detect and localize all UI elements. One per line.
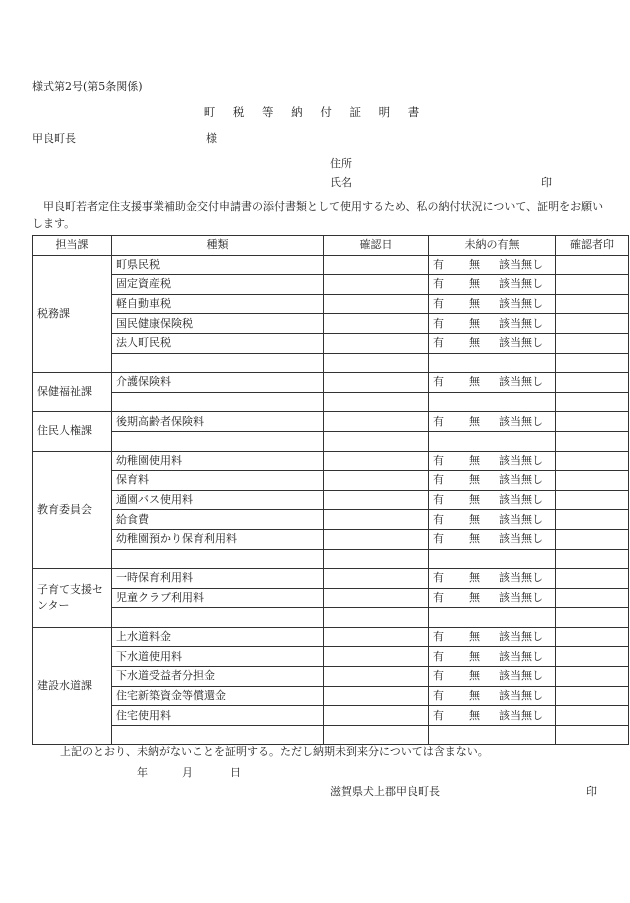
- table-row: [33, 529, 629, 549]
- type-cell: [112, 725, 324, 745]
- option-no: 無: [469, 453, 480, 467]
- table-row: [33, 627, 629, 647]
- type-cell: [112, 431, 324, 451]
- table-row: [33, 431, 629, 451]
- check-date-cell: [324, 725, 429, 745]
- unpaid-status-cell: [429, 490, 556, 510]
- unpaid-status-cell: [429, 529, 556, 549]
- checker-seal-cell: [556, 725, 629, 745]
- unpaid-status-cell: [429, 608, 556, 628]
- check-date-cell: [324, 510, 429, 530]
- type-cell: 下水道受益者分担金: [112, 667, 324, 687]
- option-not-applicable: 該当無し: [499, 316, 543, 330]
- unpaid-status-cell: [429, 588, 556, 608]
- unpaid-status-cell: [429, 255, 556, 275]
- checker-seal-cell: [556, 275, 629, 295]
- option-not-applicable: 該当無し: [499, 277, 543, 291]
- option-not-applicable: 該当無し: [499, 708, 543, 722]
- dept-label: 建設水道課: [37, 679, 92, 693]
- type-cell: 幼稚園使用料: [112, 451, 324, 471]
- option-no: 無: [469, 708, 480, 722]
- type-cell: 町県民税: [112, 255, 324, 275]
- unpaid-status-cell: [429, 725, 556, 745]
- type-cell: 一時保育利用料: [112, 569, 324, 589]
- option-not-applicable: 該当無し: [499, 649, 543, 663]
- option-no: 無: [469, 688, 480, 702]
- dept-label: 子育て支援センター: [37, 582, 103, 612]
- option-not-applicable: 該当無し: [499, 532, 543, 546]
- option-yes: 有: [433, 257, 444, 271]
- year-label: 年: [137, 766, 148, 779]
- type-cell: 固定資産税: [112, 275, 324, 295]
- dept-label: 税務課: [37, 306, 70, 320]
- check-date-cell: [324, 412, 429, 432]
- type-cell: [112, 392, 324, 412]
- option-no: 無: [469, 336, 480, 350]
- type-cell: 軽自動車税: [112, 294, 324, 314]
- option-not-applicable: 該当無し: [499, 590, 543, 604]
- table-row: [33, 608, 629, 628]
- certification-text: 上記のとおり、未納がないことを証明する。ただし納期未到来分については含まない。: [60, 745, 489, 758]
- check-date-cell: [324, 333, 429, 353]
- unpaid-status-cell: [429, 373, 556, 393]
- unpaid-status-cell: [429, 314, 556, 334]
- check-date-cell: [324, 353, 429, 373]
- check-date-cell: [324, 549, 429, 569]
- option-not-applicable: 該当無し: [499, 571, 543, 585]
- option-yes: 有: [433, 649, 444, 663]
- type-cell: 児童クラブ利用料: [112, 588, 324, 608]
- document-title: 町 税 等 納 付 証 明 書: [203, 105, 427, 119]
- type-cell: 国民健康保険税: [112, 314, 324, 334]
- checker-seal-cell: [556, 647, 629, 667]
- type-cell: 介護保険料: [112, 373, 324, 393]
- table-row: [33, 373, 629, 393]
- table-row: [33, 490, 629, 510]
- unpaid-status-cell: [429, 333, 556, 353]
- name-label: 氏名: [330, 176, 352, 189]
- table-row: [33, 353, 629, 373]
- dept-cell: [33, 255, 112, 373]
- checker-seal-cell: [556, 431, 629, 451]
- type-cell: 法人町民税: [112, 333, 324, 353]
- option-yes: 有: [433, 532, 444, 546]
- checker-seal-cell: [556, 608, 629, 628]
- option-not-applicable: 該当無し: [499, 453, 543, 467]
- header-type: 種類: [112, 236, 324, 256]
- type-cell: 給食費: [112, 510, 324, 530]
- option-yes: 有: [433, 571, 444, 585]
- header-check-date: 確認日: [324, 236, 429, 256]
- table-row: [33, 725, 629, 745]
- option-no: 無: [469, 297, 480, 311]
- addressee: 甲良町長: [32, 132, 76, 145]
- option-yes: 有: [433, 493, 444, 507]
- option-not-applicable: 該当無し: [499, 669, 543, 683]
- option-not-applicable: 該当無し: [499, 257, 543, 271]
- option-no: 無: [469, 649, 480, 663]
- check-date-cell: [324, 608, 429, 628]
- checker-seal-cell: [556, 510, 629, 530]
- option-yes: 有: [433, 473, 444, 487]
- day-label: 日: [230, 766, 241, 779]
- check-date-cell: [324, 275, 429, 295]
- table-row: [33, 510, 629, 530]
- unpaid-status-cell: [429, 647, 556, 667]
- option-no: 無: [469, 630, 480, 644]
- type-cell: [112, 608, 324, 628]
- option-no: 無: [469, 375, 480, 389]
- checker-seal-cell: [556, 490, 629, 510]
- check-date-cell: [324, 686, 429, 706]
- check-date-cell: [324, 647, 429, 667]
- checker-seal-cell: [556, 353, 629, 373]
- honorific: 様: [206, 132, 217, 145]
- check-date-cell: [324, 588, 429, 608]
- option-yes: 有: [433, 453, 444, 467]
- option-yes: 有: [433, 375, 444, 389]
- checker-seal-cell: [556, 294, 629, 314]
- checker-seal-cell: [556, 706, 629, 726]
- dept-cell: [33, 412, 112, 451]
- table-row: [33, 314, 629, 334]
- unpaid-status-cell: [429, 431, 556, 451]
- type-cell: 幼稚園預かり保育利用料: [112, 529, 324, 549]
- table-row: [33, 275, 629, 295]
- check-date-cell: [324, 451, 429, 471]
- table-row: [33, 412, 629, 432]
- table-row: [33, 686, 629, 706]
- form-number: 様式第2号(第5条関係): [32, 80, 143, 93]
- unpaid-status-cell: [429, 275, 556, 295]
- header-unpaid-status: 未納の有無: [429, 236, 556, 256]
- check-date-cell: [324, 490, 429, 510]
- type-cell: 後期高齢者保険料: [112, 412, 324, 432]
- unpaid-status-cell: [429, 549, 556, 569]
- table-row: [33, 647, 629, 667]
- option-no: 無: [469, 277, 480, 291]
- address-label: 住所: [330, 157, 352, 170]
- option-no: 無: [469, 532, 480, 546]
- check-date-cell: [324, 255, 429, 275]
- option-yes: 有: [433, 336, 444, 350]
- unpaid-status-cell: [429, 471, 556, 491]
- checker-seal-cell: [556, 471, 629, 491]
- unpaid-status-cell: [429, 510, 556, 530]
- unpaid-status-cell: [429, 667, 556, 687]
- check-date-cell: [324, 627, 429, 647]
- date-line: [137, 766, 241, 780]
- check-date-cell: [324, 314, 429, 334]
- option-no: 無: [469, 669, 480, 683]
- checker-seal-cell: [556, 549, 629, 569]
- checker-seal-cell: [556, 588, 629, 608]
- type-cell: 通園バス使用料: [112, 490, 324, 510]
- option-no: 無: [469, 571, 480, 585]
- option-no: 無: [469, 590, 480, 604]
- option-not-applicable: 該当無し: [499, 688, 543, 702]
- table-row: [33, 333, 629, 353]
- type-cell: 住宅新築資金等償還金: [112, 686, 324, 706]
- request-text: 甲良町若者定住支援事業補助金交付申請書の添付書類として使用するため、私の納付状況について、証明をお願いします。: [32, 200, 604, 230]
- table-row: [33, 451, 629, 471]
- type-cell: [112, 353, 324, 373]
- type-cell: 住宅使用料: [112, 706, 324, 726]
- check-date-cell: [324, 706, 429, 726]
- option-no: 無: [469, 493, 480, 507]
- payment-status-table: [32, 235, 629, 745]
- option-no: 無: [469, 512, 480, 526]
- check-date-cell: [324, 392, 429, 412]
- unpaid-status-cell: [429, 686, 556, 706]
- header-checker-seal: 確認者印: [556, 236, 629, 256]
- option-not-applicable: 該当無し: [499, 375, 543, 389]
- option-not-applicable: 該当無し: [499, 297, 543, 311]
- signer-seal-mark: 印: [586, 785, 597, 798]
- dept-label: 住民人権課: [37, 424, 92, 438]
- dept-cell: [33, 569, 112, 628]
- table-row: [33, 294, 629, 314]
- applicant-seal-mark: 印: [541, 176, 552, 189]
- unpaid-status-cell: [429, 451, 556, 471]
- table-row: [33, 255, 629, 275]
- table-row: [33, 569, 629, 589]
- option-yes: 有: [433, 669, 444, 683]
- checker-seal-cell: [556, 333, 629, 353]
- month-label: 月: [182, 766, 193, 779]
- check-date-cell: [324, 667, 429, 687]
- type-cell: 保育料: [112, 471, 324, 491]
- checker-seal-cell: [556, 314, 629, 334]
- table-header-row: [33, 236, 629, 256]
- option-not-applicable: 該当無し: [499, 493, 543, 507]
- option-no: 無: [469, 257, 480, 271]
- option-yes: 有: [433, 414, 444, 428]
- option-yes: 有: [433, 688, 444, 702]
- option-no: 無: [469, 473, 480, 487]
- option-yes: 有: [433, 512, 444, 526]
- dept-label: 保健福祉課: [37, 385, 92, 399]
- option-not-applicable: 該当無し: [499, 630, 543, 644]
- table-row: [33, 392, 629, 412]
- type-cell: [112, 549, 324, 569]
- dept-cell: [33, 627, 112, 745]
- checker-seal-cell: [556, 627, 629, 647]
- unpaid-status-cell: [429, 412, 556, 432]
- option-yes: 有: [433, 297, 444, 311]
- check-date-cell: [324, 529, 429, 549]
- header-dept: 担当課: [33, 236, 112, 256]
- option-not-applicable: 該当無し: [499, 473, 543, 487]
- checker-seal-cell: [556, 392, 629, 412]
- table-row: [33, 588, 629, 608]
- check-date-cell: [324, 471, 429, 491]
- type-cell: 下水道使用料: [112, 647, 324, 667]
- option-not-applicable: 該当無し: [499, 336, 543, 350]
- option-yes: 有: [433, 277, 444, 291]
- type-cell: 上水道料金: [112, 627, 324, 647]
- checker-seal-cell: [556, 569, 629, 589]
- table-row: [33, 549, 629, 569]
- dept-cell: [33, 451, 112, 569]
- option-no: 無: [469, 414, 480, 428]
- checker-seal-cell: [556, 255, 629, 275]
- table-row: [33, 471, 629, 491]
- unpaid-status-cell: [429, 569, 556, 589]
- option-not-applicable: 該当無し: [499, 512, 543, 526]
- unpaid-status-cell: [429, 627, 556, 647]
- checker-seal-cell: [556, 686, 629, 706]
- table-row: [33, 706, 629, 726]
- unpaid-status-cell: [429, 706, 556, 726]
- unpaid-status-cell: [429, 353, 556, 373]
- table-row: [33, 667, 629, 687]
- check-date-cell: [324, 373, 429, 393]
- checker-seal-cell: [556, 667, 629, 687]
- unpaid-status-cell: [429, 392, 556, 412]
- checker-seal-cell: [556, 373, 629, 393]
- option-not-applicable: 該当無し: [499, 414, 543, 428]
- checker-seal-cell: [556, 529, 629, 549]
- unpaid-status-cell: [429, 294, 556, 314]
- checker-seal-cell: [556, 412, 629, 432]
- check-date-cell: [324, 294, 429, 314]
- option-yes: 有: [433, 316, 444, 330]
- option-yes: 有: [433, 708, 444, 722]
- check-date-cell: [324, 569, 429, 589]
- dept-cell: [33, 373, 112, 412]
- signer-title: 滋賀県犬上郡甲良町長: [330, 785, 440, 798]
- option-no: 無: [469, 316, 480, 330]
- checker-seal-cell: [556, 451, 629, 471]
- option-yes: 有: [433, 590, 444, 604]
- check-date-cell: [324, 431, 429, 451]
- dept-label: 教育委員会: [37, 502, 92, 516]
- option-yes: 有: [433, 630, 444, 644]
